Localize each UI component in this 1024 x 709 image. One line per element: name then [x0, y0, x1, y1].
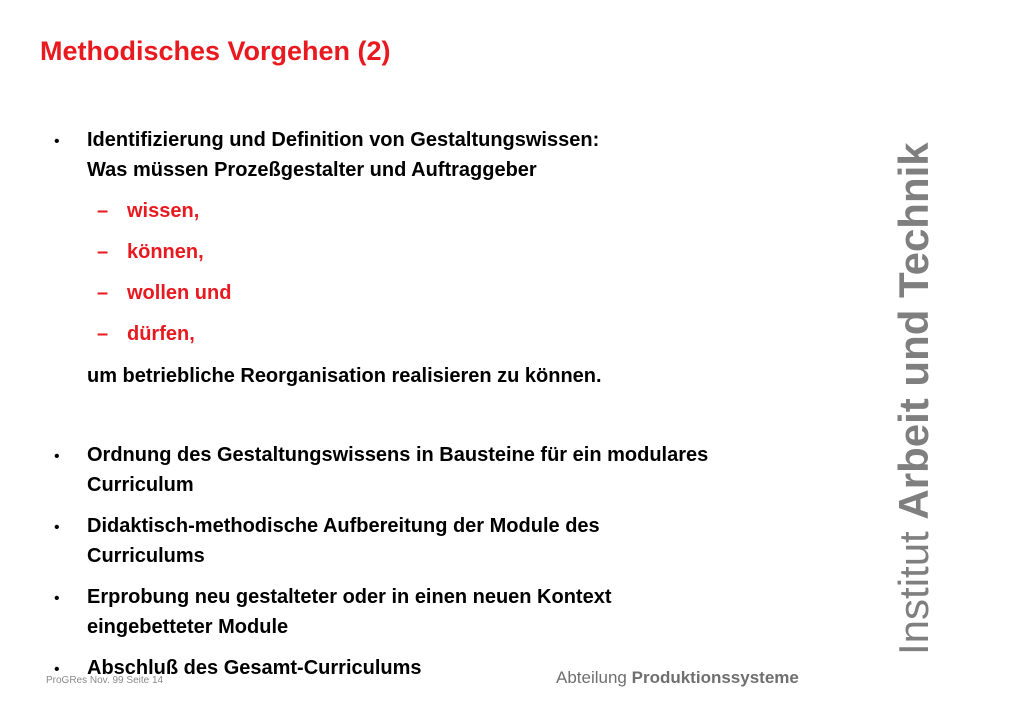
bullet-text-2	[87, 440, 847, 500]
bullet-text-3	[87, 511, 847, 571]
sub-item-text: dürfen,	[127, 323, 195, 345]
institute-brand-vertical	[890, 142, 937, 655]
bullet-1-continuation: um betriebliche Reorganisation realisieren zu können.	[87, 365, 602, 387]
bullet-4-line-2: eingebetteter Module	[87, 616, 289, 638]
bullet-2-line-2: Curriculum	[87, 474, 194, 496]
bullet-2-line-1: Ordnung des Gestaltungswissens in Bausteine für ein modulares	[87, 444, 709, 466]
brand-light-text: Institut	[890, 519, 937, 655]
bullet-marker: •	[54, 133, 60, 150]
bullet-1-line-2: Was müssen Prozeßgestalter und Auftraggeber	[87, 159, 537, 181]
bullet-marker: •	[54, 448, 60, 465]
bullet-text-4	[87, 582, 847, 642]
dash-marker: –	[97, 323, 109, 345]
bullet-5-line-1: Abschluß des Gesamt-Curriculums	[87, 657, 422, 679]
sub-item-text: können,	[127, 241, 204, 263]
footer-department	[556, 668, 799, 688]
bullet-text-1	[87, 125, 847, 185]
slide-title: Methodisches Vorgehen (2)	[40, 36, 391, 66]
footer-page-info: ProGRes Nov. 99 Seite 14	[46, 675, 164, 686]
bullet-marker: •	[54, 519, 60, 536]
bullet-marker: •	[54, 590, 60, 607]
dash-marker: –	[97, 282, 109, 304]
sub-item-text: wissen,	[127, 200, 200, 222]
bullet-1-line-1: Identifizierung und Definition von Gestaltungswissen:	[87, 129, 600, 151]
footer-department-bold: Produktionssysteme	[631, 668, 799, 687]
brand-bold-text: Arbeit und Technik	[890, 142, 937, 520]
bullet-3-line-1: Didaktisch-methodische Aufbereitung der Module des	[87, 515, 600, 537]
dash-marker: –	[97, 200, 109, 222]
bullet-4-line-1: Erprobung neu gestalteter oder in einen neuen Kontext	[87, 586, 612, 608]
bullet-marker: •	[54, 661, 60, 678]
footer-department-light: Abteilung	[556, 668, 632, 687]
dash-marker: –	[97, 241, 109, 263]
sub-item-text: wollen und	[127, 282, 232, 304]
bullet-3-line-2: Curriculums	[87, 545, 205, 567]
